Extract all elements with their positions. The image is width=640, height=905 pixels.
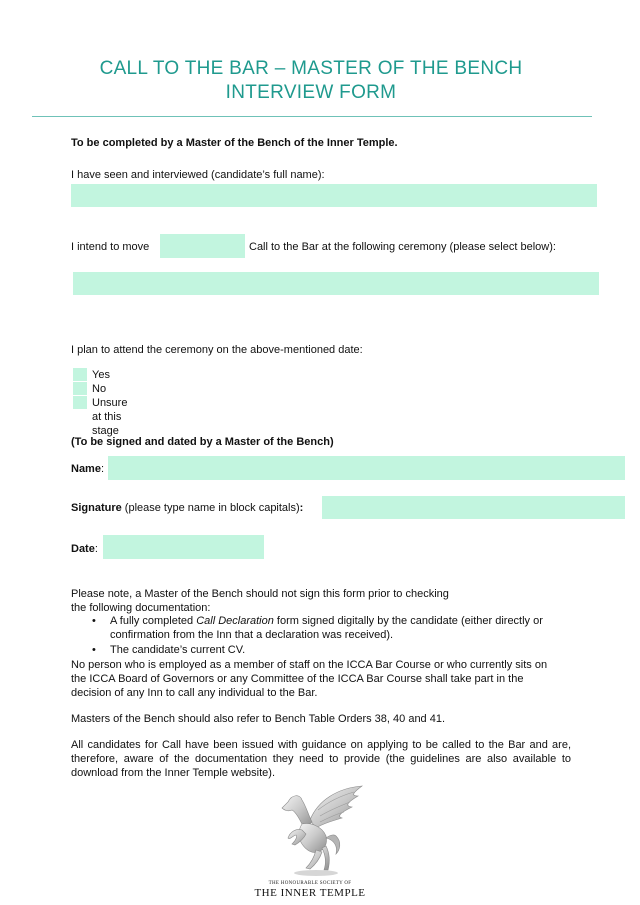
bullet-glyph: • [92, 644, 96, 656]
pegasus-crest-icon [258, 780, 368, 880]
title-line-1: CALL TO THE BAR – MASTER OF THE BENCH [99, 58, 523, 79]
unsure-label: Unsure at this stage [92, 397, 128, 437]
date-field[interactable] [103, 535, 264, 559]
no-checkbox[interactable] [73, 382, 87, 395]
ceremony-label: Call to the Bar at the following ceremony (please select below): [249, 241, 556, 253]
name-colon: : [100, 463, 105, 475]
intend-move-field[interactable] [160, 234, 245, 258]
page-title [0, 57, 622, 105]
note-block [71, 587, 571, 615]
bullet1-post: form signed digitally by the candidate (either directly or confirmation from the Inn that a declaration was received). [110, 615, 543, 641]
seen-label: I have seen and interviewed (candidate’s full name): [71, 169, 325, 181]
staff-paragraph: No person who is employed as a member of staff on the ICCA Bar Course or who currently sits on the ICCA Board of Governors or any Committee of the ICCA Bar Course shall take part in the decision of any Inn to call any individual to the Bar. [71, 659, 548, 699]
date-label: Date [71, 543, 95, 555]
ceremony-select-field[interactable] [73, 272, 599, 295]
bench-orders-paragraph: Masters of the Bench should also refer to Bench Table Orders 38, 40 and 41. [71, 713, 446, 725]
name-label-row [71, 462, 104, 476]
attend-label: I plan to attend the ceremony on the above-mentioned date: [71, 344, 363, 356]
signature-colon: : [299, 502, 304, 514]
form-intro: To be completed by a Master of the Bench of the Inner Temple. [71, 137, 398, 149]
note-line-1: Please note, a Master of the Bench should not sign this form prior to checking [71, 588, 449, 600]
note-line-2: the following documentation: [71, 602, 211, 614]
bullet-glyph: • [92, 615, 96, 627]
yes-checkbox[interactable] [73, 368, 87, 381]
intend-label: I intend to move [71, 241, 150, 253]
society-small-text: THE HONOURABLE SOCIETY OF [268, 881, 352, 886]
name-label: Name [71, 463, 101, 475]
guidance-paragraph: All candidates for Call have been issued with guidance on applying to be called to the Bar and are, therefore, aware of the documentation they need to provide (the guidelines are also available to download from the Inner Temple website). [71, 739, 571, 779]
title-line-2: INTERVIEW FORM [225, 82, 397, 103]
candidate-name-field[interactable] [71, 184, 597, 207]
unsure-checkbox[interactable] [73, 396, 87, 409]
signature-label-row [71, 501, 303, 515]
bullet2-text: The candidate’s current CV. [110, 644, 246, 656]
signature-field[interactable] [322, 496, 625, 519]
list-item [92, 614, 575, 642]
list-item [92, 643, 575, 657]
society-logo-text [230, 881, 390, 900]
society-name-text: THE INNER TEMPLE [254, 887, 366, 899]
bullet1-emphasis: Call Declaration [196, 615, 274, 627]
signature-note: (please type name in block capitals) [121, 502, 300, 514]
date-label-row [71, 542, 98, 556]
name-field[interactable] [108, 456, 625, 480]
signature-label: Signature [71, 502, 122, 514]
yes-label: Yes [92, 369, 110, 381]
title-divider [32, 116, 592, 117]
signed-heading: (To be signed and dated by a Master of the Bench) [71, 436, 334, 448]
no-label: No [92, 383, 107, 395]
bullet1-pre: A fully completed [110, 615, 197, 627]
date-colon: : [94, 543, 98, 555]
documentation-list [92, 614, 575, 657]
